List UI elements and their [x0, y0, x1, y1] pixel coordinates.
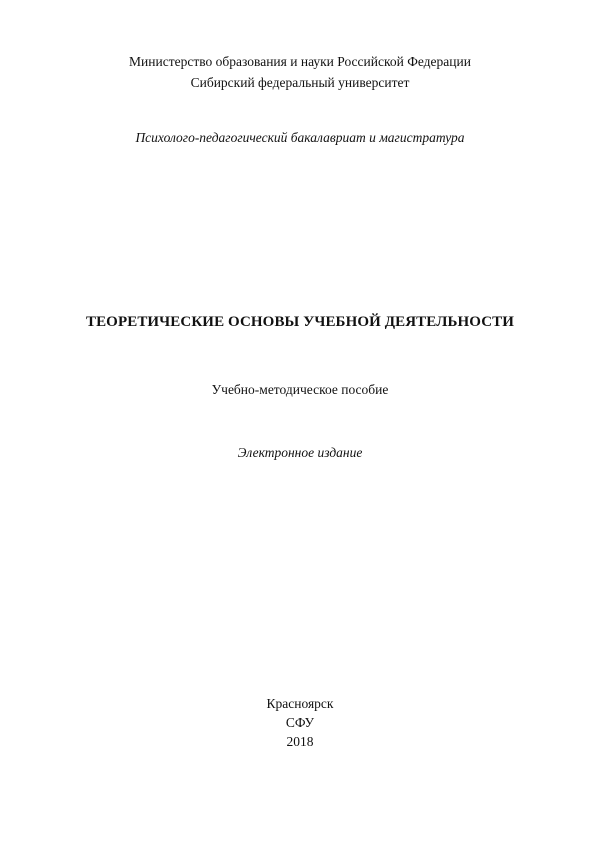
imprint — [0, 694, 600, 751]
university-name: Сибирский федеральный университет — [190, 75, 410, 90]
series-name: Психолого-педагогический бакалавриат и магистратура — [135, 130, 465, 145]
document-type: Учебно-методическое пособие — [211, 382, 389, 397]
imprint-year: 2018 — [286, 734, 314, 749]
ministry-name: Министерство образования и науки Российской Федерации — [129, 54, 471, 69]
edition-type: Электронное издание — [237, 445, 363, 460]
imprint-city: Красноярск — [266, 696, 334, 711]
imprint-publisher: СФУ — [285, 715, 315, 730]
document-title: ТЕОРЕТИЧЕСКИЕ ОСНОВЫ УЧЕБНОЙ ДЕЯТЕЛЬНОСТИ — [85, 314, 515, 330]
